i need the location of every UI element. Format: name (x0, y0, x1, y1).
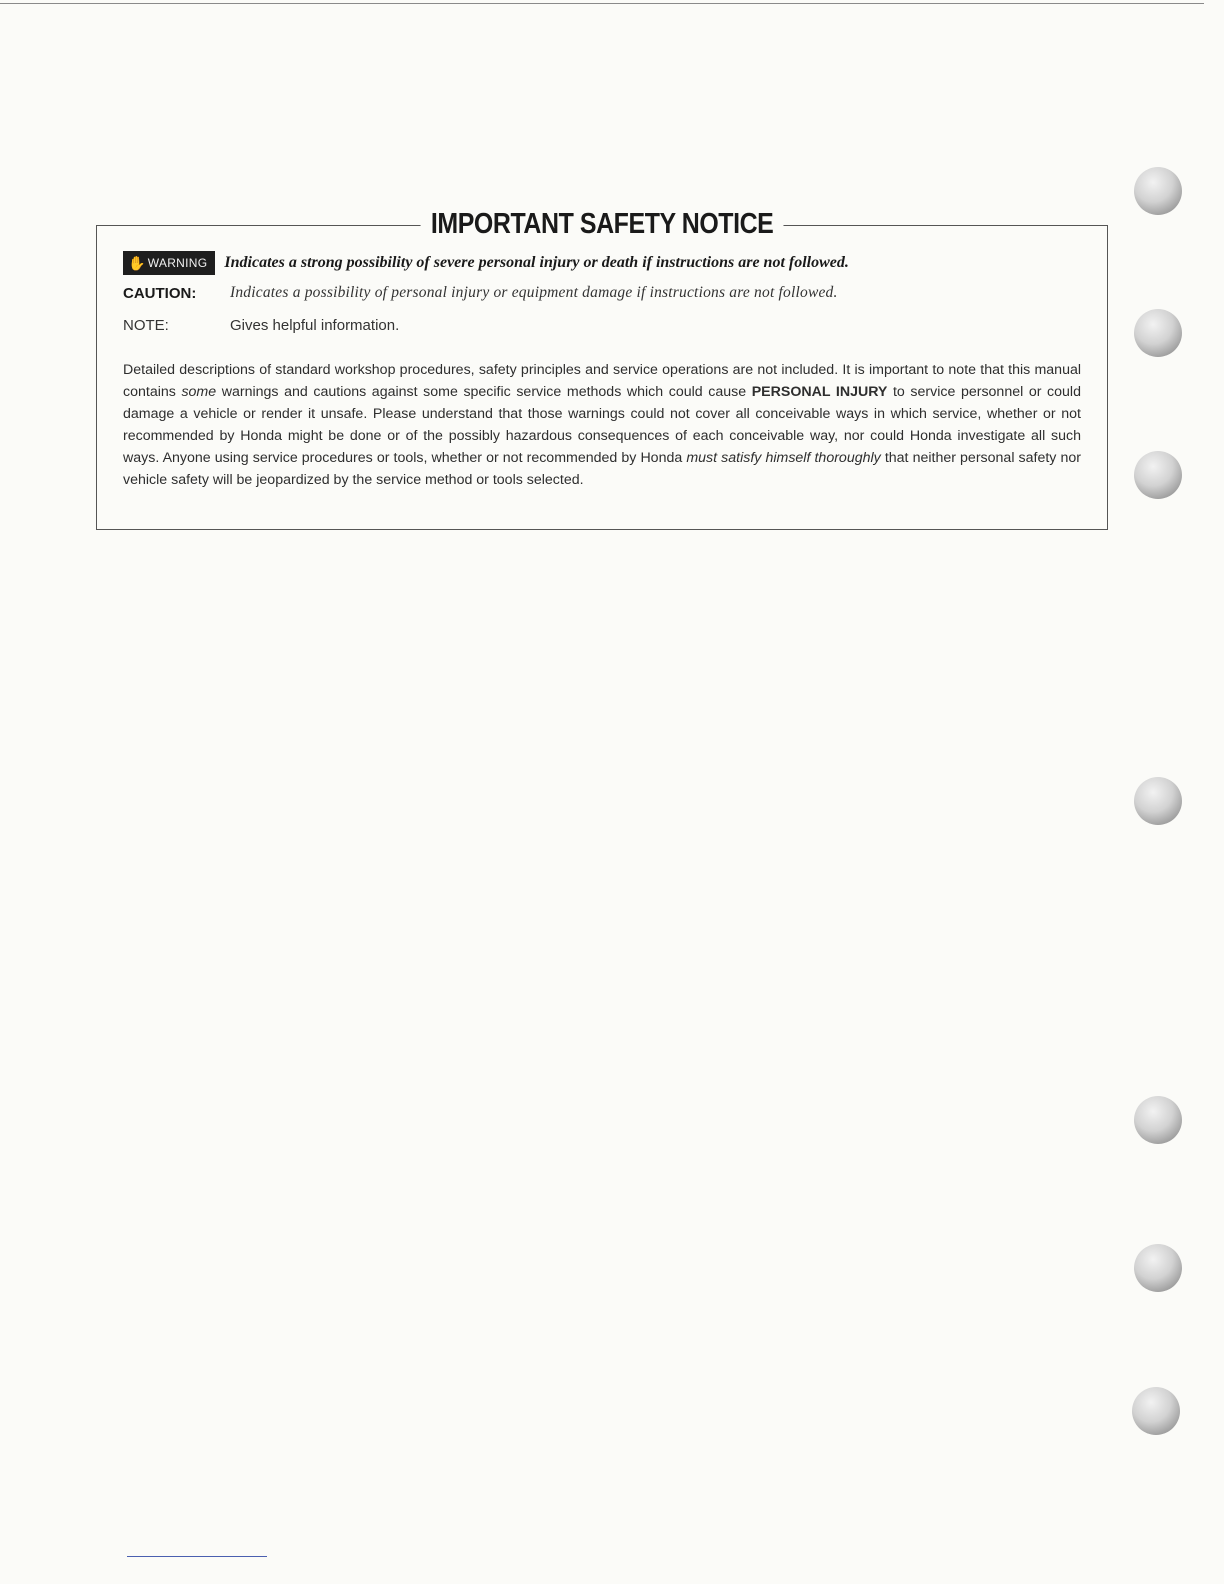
notice-title-text: IMPORTANT SAFETY NOTICE (420, 204, 783, 244)
paragraph-emphasis: must satisfy himself thoroughly (686, 450, 881, 466)
note-label: NOTE: (123, 317, 169, 334)
binder-hole (1134, 777, 1182, 825)
paragraph-text: that neither personal safety nor vehicle safety will be jeopardized by the service method or tools selected. (123, 450, 1081, 488)
hand-icon: ✋ (128, 254, 146, 271)
binder-hole (1134, 167, 1182, 215)
paragraph-text: warnings and cautions against some specific service methods which could cause (216, 384, 752, 400)
binder-hole (1134, 1244, 1182, 1292)
caution-label: CAUTION: (123, 284, 197, 302)
caution-text: Indicates a possibility of personal injury or equipment damage if instructions are not followed. (230, 284, 838, 301)
safety-notice-box (96, 208, 1108, 530)
top-rule (0, 3, 1204, 4)
paragraph-text: Detailed descriptions of standard workshop procedures, safety principles and service operations are not included. It is important to note that this manual contains (123, 362, 1081, 400)
paragraph-text: to service personnel or could damage a vehicle or render it unsafe. Please understand that those warnings could not cover all conceivable ways in which service, whether or not recommended by Honda might be done or of the possibly hazardous consequences of each conceivable way, nor could Honda investigate all such ways. Anyone using service procedures or tools, whether or not recommended by Honda (123, 384, 1081, 466)
warning-badge (123, 251, 215, 275)
paragraph-bold: PERSONAL INJURY (751, 384, 888, 400)
note-row (123, 317, 399, 334)
binder-hole (1134, 309, 1182, 357)
notice-title (97, 204, 1107, 249)
binder-hole (1132, 1387, 1180, 1435)
bottom-rule (127, 1556, 267, 1557)
warning-badge-label: WARNING (147, 256, 208, 270)
caution-row (123, 284, 838, 302)
paragraph-emphasis: some (181, 384, 217, 400)
binder-hole (1134, 451, 1182, 499)
safety-paragraph (123, 359, 1081, 491)
warning-text: Indicates a strong possibility of severe personal injury or death if instructions are not followed. (224, 254, 849, 271)
binder-hole (1134, 1096, 1182, 1144)
note-text: Gives helpful information. (230, 317, 400, 334)
warning-row (123, 251, 849, 275)
